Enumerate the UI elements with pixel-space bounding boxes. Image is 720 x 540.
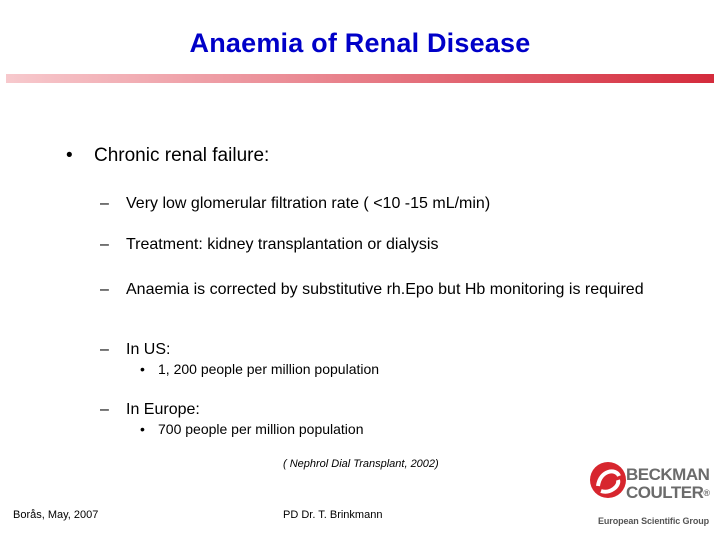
citation: ( Nephrol Dial Transplant, 2002) <box>283 458 439 470</box>
sub-item-text: Very low glomerular filtration rate ( <10 -15 mL/min) <box>126 195 491 212</box>
dash-mark: – <box>100 281 109 298</box>
title-divider <box>6 74 714 83</box>
bullet-mark: • <box>140 361 145 377</box>
sub-sub-item-text: 1, 200 people per million population <box>158 361 380 377</box>
dash-mark: – <box>100 236 109 253</box>
sub-sub-item-text: 700 people per million population <box>158 421 364 437</box>
dash-mark: – <box>100 195 109 212</box>
logo-emblem-icon <box>588 458 628 502</box>
slide-title: Anaemia of Renal Disease <box>189 28 531 58</box>
sub-item-text: In Europe: <box>126 401 200 418</box>
main-bullet-text: Chronic renal failure: <box>94 145 270 166</box>
logo-line-2: COULTER <box>626 483 704 502</box>
bullet-mark: • <box>66 145 73 166</box>
dash-mark: – <box>100 401 109 418</box>
footer-location-date: Borås, May, 2007 <box>13 509 99 521</box>
dash-mark: – <box>100 341 109 358</box>
logo-line-1: BECKMAN <box>626 465 710 484</box>
sub-item-text: Anaemia is corrected by substitutive rh.Epo but Hb monitoring is required <box>126 281 644 298</box>
logo-registered-mark: ® <box>703 488 710 498</box>
sub-item-text: In US: <box>126 341 171 358</box>
logo-wordmark <box>626 466 710 502</box>
sub-item-text: Treatment: kidney transplantation or dialysis <box>126 236 439 253</box>
logo-tagline: European Scientific Group <box>598 516 710 526</box>
bullet-mark: • <box>140 421 145 437</box>
footer-presenter: PD Dr. T. Brinkmann <box>283 509 383 521</box>
beckman-coulter-logo <box>588 452 714 534</box>
